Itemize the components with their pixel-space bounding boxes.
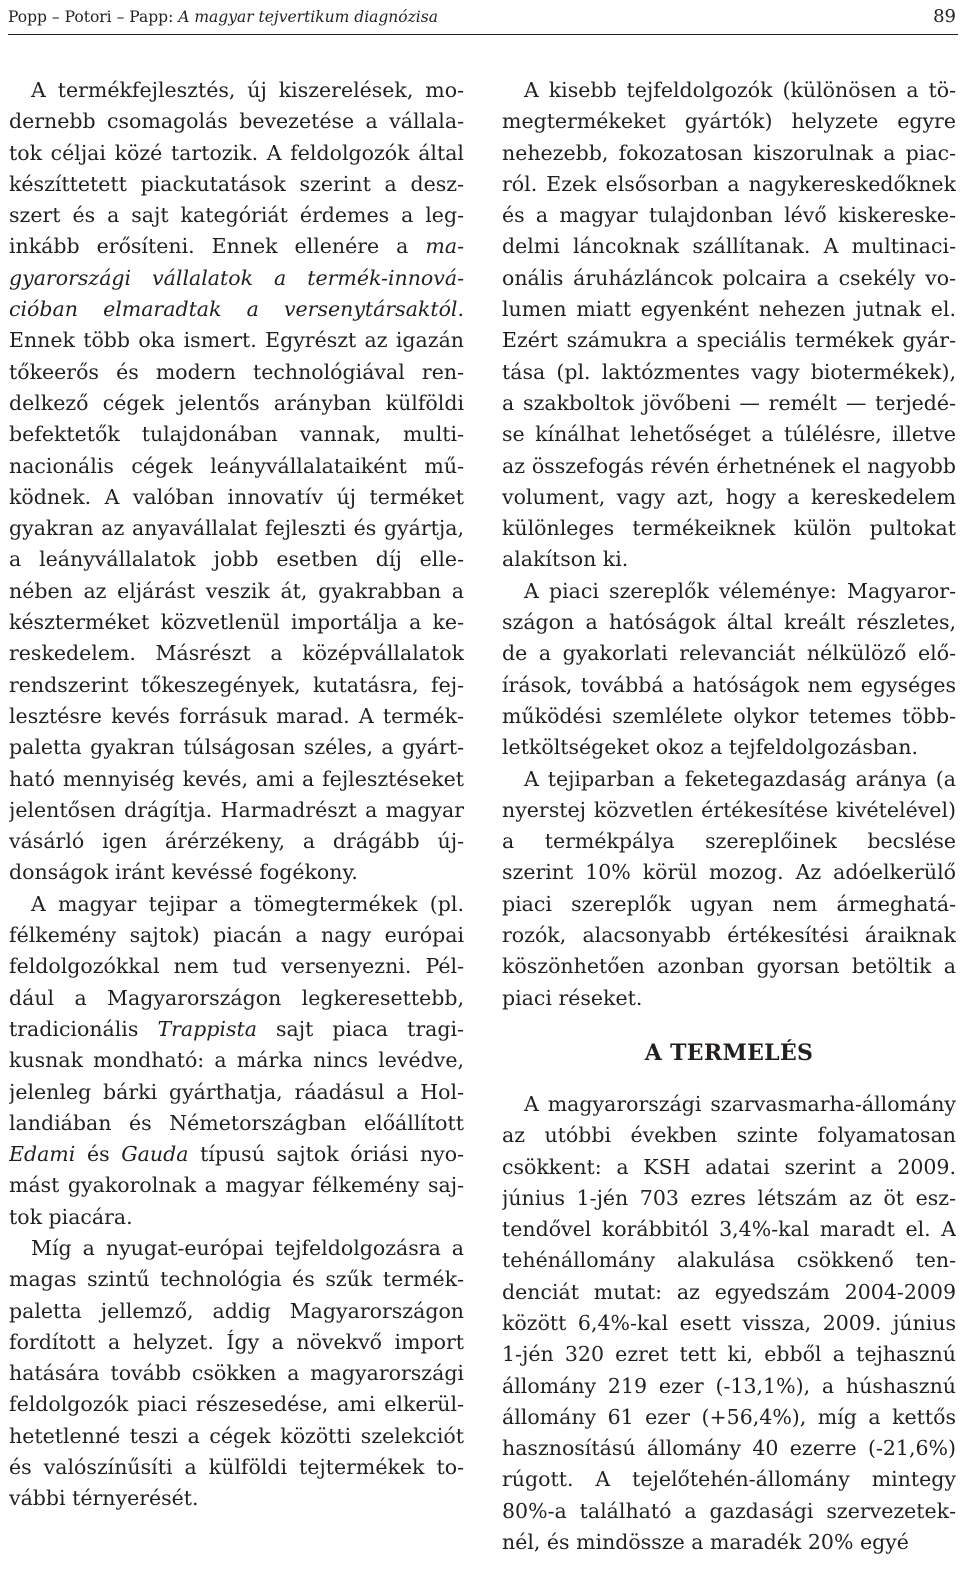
left-paragraph-3: Míg a nyugat-európai tejfeldolgozásra a magas szintű technológia és szűk termékpaletta jellemző, addig Magyarországon fordított a helyzet. Így a növekvő import hatására tovább csökken a magyarországi feldolgozók piaci részesedése, ami elkerülhetetlenné teszi a cégek közötti szelekciót és valószínűsíti a külföldi tejtermékek további térnyerését. — [9, 1235, 464, 1511]
right-paragraph-2: A piaci szereplők véleménye: Magyarországon a hatóságok által kreált részletes, de a gyakorlati relevanciát nélkülöző előírások, továbbá a hatóságok nem egységes működési szemlélete olykor tetemes többletköltségeket okoz a tejfeldolgozásban. — [502, 578, 956, 760]
left-paragraph-1 — [9, 75, 464, 889]
left-paragraph-2 — [9, 889, 464, 1233]
gauda-term: Gauda — [121, 1142, 189, 1167]
page-number: 89 — [933, 6, 956, 27]
running-authors: Popp – Potori – Papp: — [8, 8, 179, 26]
header-rule — [8, 34, 958, 35]
section-heading: A TERMELÉS — [644, 1039, 814, 1066]
right-paragraph-3: A tejiparban a feketegazdaság aránya (a nyerstej közvetlen értékesítése kivételével) a termékpálya szereplőinek becslése szerint 10% körül mozog. Az adóelkerülő piaci szereplők ugyan nem ármeghatározók, alacsonyabb értékesítési áraiknak köszönhetően azonban gyorsan betöltik a piaci réseket. — [502, 766, 956, 1010]
left-p1-text-b: Ennek több oka ismert. Egyrészt az igazán tőkeerős és modern technológiával rendelkező cégek jelentős arányban külföldi befektetők tulajdonában vannak, multinacionális cégek leányvállalataiként működnek. A valóban innovatív új terméket gyakran az anyavállalat fejleszti és gyártja, a leányvállalatok jobb esetben díj ellenében az eljárást veszik át, gyakrabban a készterméket közvetlenül importálja a kereskedelem. Másrészt a középvállalatok rendszerint tőkeszegények, kutatásra, fejlesztésre kevés forrásuk marad. A termékpaletta gyakran túlságosan széles, a gyártható mennyiség kevés, ami a fejlesztéseket jelentősen drágítja. Harmadrészt a magyar vásárló igen árérzékeny, a drágább újdonságok iránt kevéssé fogékony. — [9, 328, 464, 885]
left-column — [9, 75, 464, 1569]
running-title — [8, 4, 438, 30]
left-p1-text-a: A termékfejlesztés, új kiszerelések, modernebb csomagolás bevezetése a vállalatok céljai közé tartozik. A feldolgozók által készíttetett piackutatások szerint a deszszert és a sajt kategóriát érdemes a leginkább erősíteni. Ennek ellenére a — [9, 78, 464, 259]
left-p2-text-c: és — [75, 1142, 122, 1167]
right-paragraph-1: A kisebb tejfeldolgozók (különösen a tömegtermékeket gyártók) helyzete egyre nehezebb, fokozatosan kiszorulnak a piacról. Ezek elsősorban a nagykereskedőknek és a magyar tulajdonban lévő kiskereskedelmi láncoknak szállítanak. A multinacionális áruházláncok polcaira a csekély volumen miatt egyenként nehezen jutnak el. Ezért számukra a speciális termékek gyártása (pl. laktózmentes vagy biotermékek), a szakboltok jövőbeni — remélt — terjedése kínálhat lehetőséget a túlélésre, illetve az összefogás révén érhetnének el nagyobb volument, vagy azt, hogy a kereskedelem különleges termékeiknek külön pultokat alakítson ki. — [502, 78, 956, 572]
trappista-term: Trappista — [157, 1016, 257, 1041]
left-p2-text-b: sajt piaca tragikusnak mondható: a márka nincs levédve, jelenleg bárki gyárthatja, ráadásul a Hollandiában és Németországban előállított — [9, 1016, 464, 1135]
left-p2-text-d: típusú sajtok óriási nyomást gyakorolnak a magyar félkemény sajtok piacára. — [9, 1142, 464, 1229]
running-header — [8, 4, 958, 30]
left-p2-text-a: A magyar tejipar a tömegtermékek (pl. félkemény sajtok) piacán a nagy európai feldolgozókkal nem tud versenyezni. Például a Magyarországon legkeresettebb, tradicionális — [9, 891, 464, 1041]
right-paragraph-4: A magyarországi szarvasmarha-állomány az utóbbi években szinte folyamatosan csökkent: a KSH adatai szerint a 2009. június 1-jén 703 ezres létszám az öt esztendővel korábbitól 3,4%-kal maradt el. A tehénállomány alakulása csökkenő tendenciát mutat: az egyedszám 2004-2009 között 6,4%-kal esett vissza, 2009. június 1-jén 320 ezret tett ki, ebből a tejhasznú állomány 219 ezer (-13,1%), a húshasznú állomány 61 ezer (+56,4%), míg a kettős hasznosítású állomány 40 ezerre (-21,6%) rúgott. A tejelőtehén-állomány mintegy 80%-a található a gazdasági szervezeteknél, és mindössze a maradék 20% egyé — [502, 1091, 956, 1555]
running-article-title: A magyar tejvertikum diagnózisa — [178, 8, 438, 26]
left-p1-emphasis: magyarországi vállalatok a termék-innovációban elmaradtak a versenytársaktól. — [9, 234, 464, 322]
right-column — [502, 75, 956, 1569]
edami-term: Edami — [9, 1142, 76, 1167]
